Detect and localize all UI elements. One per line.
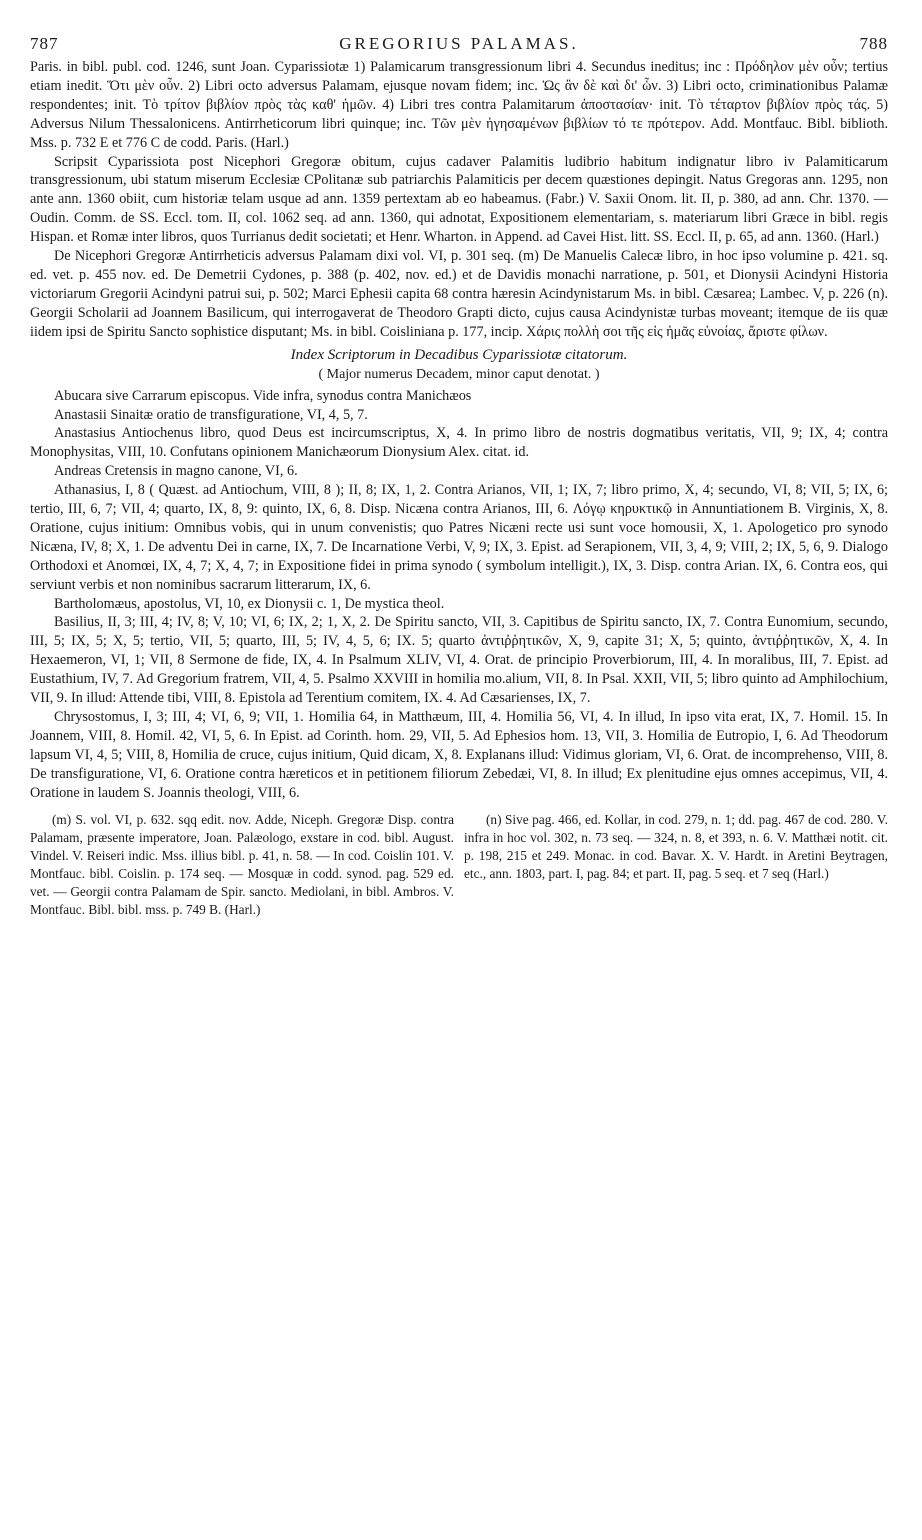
running-title: GREGORIUS PALAMAS.: [339, 34, 579, 53]
index-entry: Anastasius Antiochenus libro, quod Deus est incircumscriptus, X, 4. In primo libro de nostris dogmatibus veritatis, VII, 9; IX, 4; contra Monophysitas, VIII, 10. Confutans opinionem Manichæorum Dionysium Alex. citat. id.: [30, 425, 888, 461]
index-entry: Andreas Cretensis in magno canone, VI, 6.: [54, 463, 298, 480]
index-entry: Anastasii Sinaitæ oratio de transfiguratione, VI, 4, 5, 7.: [54, 406, 368, 423]
footnotes: [30, 811, 888, 919]
paragraph-3: De Nicephori Gregoræ Antirrheticis adversus Palamam dixi vol. VI, p. 301 seq. (m) De Manuelis Calecæ libro, in hoc ipso volumine p. 421. sq. ed. vet. p. 455 nov. ed. De Demetrii Cydones, p. 388 (p. 402, nov. ed.) et de Davidis monachi narratione, p. 501, et Dionysii Acindyni Historia victoriarum Gregorii Acindyni patrui sui, p. 502; Marci Ephesii capita 68 contra hæresin Acindynistarum Ms. in bibl. Cæsarea; Lambec. V, p. 226 (n). Georgii Scholarii ad Joannem Basilicum, qui interrogaverat de Theodoro Grapti dicto, cujus causa Acindynistæ turbas moveant; itemque de iis quæ iidem ipsi de Spiritu Sancto sophistice disputant; Ms. in bibl. Coisliniana p. 177, incip. Χάρις πολλὴ σοι τῆς εἰς ἡμᾶς εὐνοίας, ἄριστε φίλων.: [30, 248, 888, 340]
page-number-right: 788: [859, 34, 888, 53]
index-entry: Basilius, II, 3; III, 4; IV, 8; V, 10; VI, 6; IX, 2; 1, X, 2. De Spiritu sancto, VII, 3. Capitibus de Spiritu sancto, IX, 7. Contra Eunomium, secundo, III, 5; IX, 5; X, 5; tertio, VII, 5; quarto, III, 5; IV, 4, 5, 6; IX. 5; quarto ἀντιῤῥητικῶν, X, 9, capite 31; X, 5; quinto, ἀντιῤῥητικῶν, X, 4. In Hexaemeron, VI, 1; VII, 8 Sermone de fide, IX, 4. In Psalmum XLIV, VI, 4. Orat. de principio Proverbiorum, III, 4. In moralibus, III, 7. Epist. ad Eustathium, IV, 7. Ad Gregorium fratrem, VII, 4, 5. Psalmo XXVIII in homilia mo.alium, VII, 8. In Psal. XXII, VII, 5; libro quinto ad Amphilochium, VII, 9. In illud: Attende tibi, VIII, 8. Epistola ad Terentium comitem, IX. 4. Ad Cæsarienses, IX, 7.: [30, 614, 888, 707]
index-entry: Bartholomæus, apostolus, VI, 10, ex Dionysii c. 1, De mystica theol.: [54, 595, 445, 612]
index-entry: Abucara sive Carrarum episcopus. Vide infra, synodus contra Manichæos: [54, 387, 472, 404]
footnote-m: (m) S. vol. VI, p. 632. sqq edit. nov. Adde, Niceph. Gregoræ Disp. contra Palamam, præsente imperatore, Joan. Palæologo, exstare in cod. bibl. August. Vindel. V. Reiseri indic. Mss. illius bibl. p. 41, n. 58. — In cod. Coislin 101. V. Montfauc. bibl. Coislin. p. 174 seq. — Mosquæ in codd. synod. pag. 529 ed. vet. — Georgii contra Palamam de Spir. sancto. Mediolani, in bibl. Ambros. V. Montfauc. Bibl. bibl. mss. p. 749 B. (Harl.): [30, 811, 454, 917]
footnote-column-left: [30, 811, 454, 919]
index-entry: Chrysostomus, I, 3; III, 4; VI, 6, 9; VII, 1. Homilia 64, in Matthæum, III, 4. Homilia 56, VI, 4. In illud, In ipso vita erat, IX, 7. Homil. 15. In Joannem, VIII, 8. Homil. 42, VI, 5, 6. In Epist. ad Corinth. hom. 29, VII, 5. Ad Ephesios hom. 13, VII, 3. Homilia de Eutropio, I, 6. Ad Theodorum lapsum VI, 4, 5; VIII, 8, Homilia de cruce, cujus initium, Quid dicam, X, 8. Explanans illud: Vidimus gloriam, VI, 6. Orat. de incomprehenso, VIII, 8. De transfiguratione, VI, 6. Oratione contra hæreticos et in petitionem filiorum Zebedæi, VI, 8. In illud; Ex plenitudine ejus omnes accepimus, VII, 4. Oratione in laudem S. Joannis theologi, VIII, 6.: [30, 709, 888, 801]
running-header: [30, 34, 888, 58]
index-title: Index Scriptorum in Decadibus Cyparissiotæ citatorum.: [290, 346, 628, 363]
paragraph-2: Scripsit Cyparissiota post Nicephori Gregoræ obitum, cujus cadaver Palamitis ludibrio habitum indignatur libro iv Palamiticarum transgressionum, ubi statum miserum Ecclesiæ CPolitanæ sub patriarchis Palamiticis per decem quæstiones depingit. Natus Gregoras ann. 1295, non ante ann. 1360 obiit, cum historiæ telam usque ad ann. 1359 pertextam ab eo habeamus. (Fabr.) V. Saxii Onom. lit. II, p. 380, ad ann. Chr. 1370. — Oudin. Comm. de SS. Eccl. tom. II, col. 1062 seq. ad ann. 1360, qui adnotat, Expositionem elementariam, s. materiarum libri Græce in bibl. regis Hispan. et Romæ inter libros, quos Turrianus dedit societati; et Henr. Wharton. in Append. ad Cavei Hist. litt. SS. Eccl. II, p. 65, ad ann. 1360. (Harl.): [30, 153, 888, 246]
page: [30, 34, 888, 919]
footnote-column-right: [464, 811, 888, 919]
index-section: [30, 345, 888, 803]
index-subtitle: ( Major numerus Decadem, minor caput denotat. ): [318, 366, 600, 382]
footnote-n: (n) Sive pag. 466, ed. Kollar, in cod. 279, n. 1; dd. pag. 467 de cod. 280. V. infra in hoc vol. 302, n. 73 seq. — 324, n. 8, et 393, n. 6. V. Matthæi notit. cit. p. 198, 215 et 249. Monac. in cod. Bavar. X. V. Hardt. in Aretini Beytragen, etc., ann. 1803, part. I, pag. 84; et part. II, pag. 5 seq. et 7 seq (Harl.): [464, 811, 888, 881]
main-text: [30, 58, 888, 342]
paragraph-1: Paris. in bibl. publ. cod. 1246, sunt Joan. Cyparissiotæ 1) Palamicarum transgressionum libri 4. Secundus ineditus; inc : Πρόδηλον μὲν οὖν; tertius etiam inedit. Ὅτι μὲν οὖν. 2) Libri octo adversus Palamam, ejusque novam fidem; inc. Ὡς ἂν δὲ καὶ δι' ὧν. 3) Libri octo, criminationibus Palamæ respondentes; init. Τὸ τρίτον βιβλίον πρὸς τὰς καθ' ἡμῶν. 4) Libri tres contra Palamitarum ἀποστασίαν· init. Τὸ τέταρτον βιβλίον πρὸς τάς. 5) Adversus Nilum Thessalonicens. Antirrheticorum libri quinque; inc. Τῶν μὲν ἡγησαμένων βιβλίων τό τε πρότερον. Add. Montfauc. Bibl. biblioth. Mss. p. 732 E et 776 C de codd. Paris. (Harl.): [30, 59, 888, 151]
index-entry: Athanasius, I, 8 ( Quæst. ad Antiochum, VIII, 8 ); II, 8; IX, 1, 2. Contra Arianos, VII, 1; IX, 7; libro primo, X, 4; secundo, VI, 8; VII, 5; IX, 6; tertio, III, 6, 7; VII, 4; quarto, IX, 8, 9: quinto, IX, 6, 8. Disp. Nicæna contra Arianos, III, 6. Λόγῳ κηρυκτικῷ in Annuntiationem B. Virginis, X, 8. Oratione, cujus initium: Omnibus vobis, qui in unum convenistis; quo Patres Nicæni recte usi sunt voce homousii, X, 1. Apologetico pro synodo Nicæna, IV, 8; X, 1. De adventu Dei in carne, IX, 7. De Incarnatione Verbi, V, 9; IX, 3. Epist. ad Serapionem, VII, 3, 4, 9; VIII, 2; IX, 5, 6, 9. Dialogo Orthodoxi et Anomœi, IX, 4, 7; X, 4, 7; in Expositione fidei in prima synodo ( symbolum intelligit.), IX, 3. Disp. contra Arian. IX, 6. Contra eos, qui serviunt verbis et non nominibus sacrarum litterarum, IX, 6.: [30, 482, 888, 593]
page-number-left: 787: [30, 34, 59, 53]
